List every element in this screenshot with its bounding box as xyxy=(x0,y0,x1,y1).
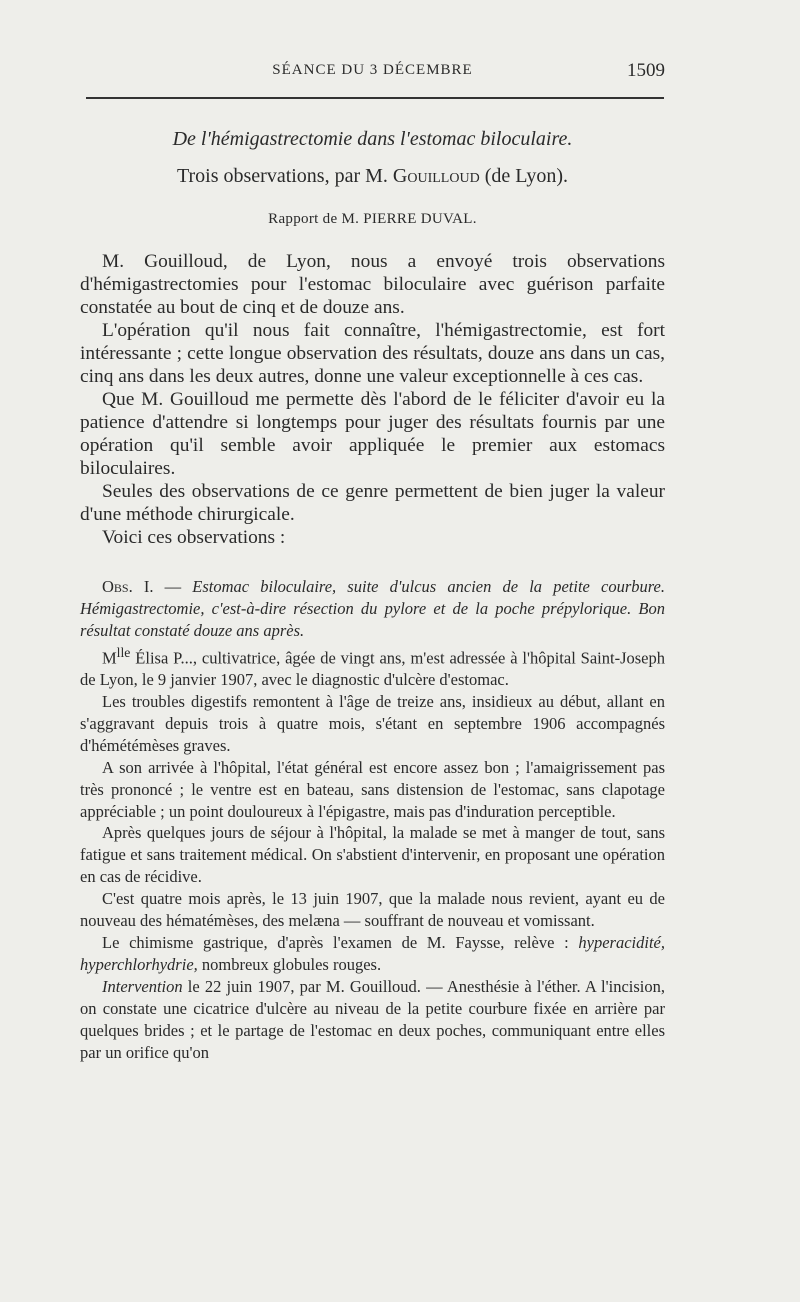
paragraph: L'opération qu'il nous fait connaître, l'hémigastrectomie, est fort intéressante ; cette longue observation des résultats, douze ans dans un cas, cinq ans dans les deux autres, donne une valeur exceptionnelle à ces cas. xyxy=(80,320,665,387)
report-attribution: Rapport de M. PIERRE DUVAL. xyxy=(268,211,477,227)
running-head xyxy=(80,60,665,86)
report-body xyxy=(80,250,665,549)
observation-paragraph: C'est quatre mois après, le 13 juin 1907, que la malade nous revient, ayant eu de nouveau des hématémèses, des melæna — souffrant de nouveau et vomissant. xyxy=(80,889,665,931)
observation-paragraph xyxy=(80,642,665,691)
observation-heading-text: Estomac biloculaire, suite d'ulcus ancien de la petite courbure. Hémigastrectomie, c'est-à-dire résection du pylore et de la poche prépylorique. Bon résultat constaté douze ans après. xyxy=(80,577,665,640)
paragraph: Voici ces observations : xyxy=(102,527,286,548)
article-subtitle xyxy=(80,161,665,191)
observation-text: le 22 juin 1907, par M. Gouilloud. — Anesthésie à l'éther. A l'incision, on constate une cicatrice d'ulcère au niveau de la petite courbure fixée en arrière par quelques brides ; et le partage de l'estomac en deux poches, communiquant entre elles par un orifice qu'on xyxy=(80,976,665,1062)
subtitle-prefix: Trois observations, par M. xyxy=(176,165,393,187)
article-title: De l'hémigastrectomie dans l'estomac biloculaire. xyxy=(172,128,573,150)
observation-paragraph xyxy=(80,976,665,1064)
observation-emphasis: Intervention xyxy=(102,976,183,996)
paragraph: Que M. Gouilloud me permette dès l'abord de le féliciter d'avoir eu la patience d'attendre si longtemps pour juger des résultats fournis par une opération qu'il semble avoir appliquée le premier aux estomacs biloculaires. xyxy=(80,389,665,479)
author-name: Gouilloud xyxy=(392,165,480,187)
observation-label: Obs. I. xyxy=(102,577,154,596)
observation-paragraph: Les troubles digestifs remontent à l'âge de treize ans, insidieux au début, allant en s'aggravant depuis trois à quatre mois, s'étant en septembre 1906 accompagnés d'hémétémèses graves. xyxy=(80,692,665,755)
title-abbrev-sup: lle xyxy=(116,644,131,660)
header-rule xyxy=(86,97,664,99)
page-content xyxy=(80,124,665,1063)
paragraph: M. Gouilloud, de Lyon, nous a envoyé trois observations d'hémigastrectomies pour l'estomac biloculaire avec guérison parfaite constatée au bout de cinq et de douze ans. xyxy=(80,251,665,318)
observation-paragraph: A son arrivée à l'hôpital, l'état général est encore assez bon ; l'amaigrissement pas très prononcé ; le ventre est en bateau, sans distension de l'estomac, sans clapotage appréciable ; un point douloureux à l'épigastre, mais pas d'induration perceptible. xyxy=(80,757,665,821)
heading-dash: — xyxy=(153,577,193,596)
observation-paragraph xyxy=(80,932,665,976)
running-title: SÉANCE DU 3 DÉCEMBRE xyxy=(272,62,473,78)
observation-text: Le chimisme gastrique, d'après l'examen de M. Faysse, relève : xyxy=(102,933,579,952)
observation-emphasis: hyperacidité, hyperchlorhydrie, xyxy=(80,933,665,974)
subtitle-suffix: (de Lyon). xyxy=(479,165,568,187)
paragraph: Seules des observations de ce genre permettent de bien juger la valeur d'une méthode chirurgicale. xyxy=(80,481,665,525)
page-number: 1509 xyxy=(627,60,665,81)
title-abbrev: M xyxy=(102,648,117,668)
observation-paragraph: Après quelques jours de séjour à l'hôpital, la malade se met à manger de tout, sans fatigue et sans traitement médical. On s'abstient d'intervenir, en proposant une opération en cas de récidive. xyxy=(80,823,665,887)
observation-section xyxy=(80,576,665,1063)
observation-text: nombreux globules rouges. xyxy=(197,954,382,974)
observation-text: Élisa P..., cultivatrice, âgée de vingt ans, m'est adressée à l'hôpital Saint-Joseph de Lyon, le 9 janvier 1907, avec le diagnostic d'ulcère d'estomac. xyxy=(80,648,665,690)
observation-heading xyxy=(80,576,665,642)
